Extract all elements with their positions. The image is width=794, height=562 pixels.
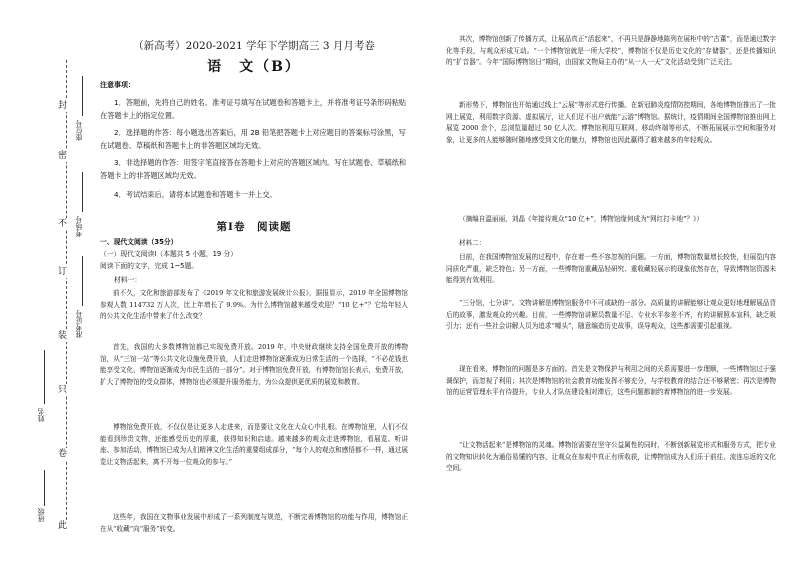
subsection-heading: （一）现代文阅读Ⅰ（本题共 5 小题，19 分） [100,250,238,258]
instruction-text: 阅读下面的文字，完成 1~5题。 [100,262,199,270]
body-paragraph: 目前，在我国博物馆发展的过程中，存在着一些不容忽视的问题。一方面，博物馆数量增长较快，但展览内容同质化严重，缺乏特色；另一方面，一些博物馆重藏品轻研究、重收藏轻展示的现象依然存在，导致博物馆资源未能得到有效利用。 [446,253,776,285]
notice-item: 1．答题前，先将自己的姓名、准考证号填写在试题卷和答题卡上，并将准考证号条形码粘贴在答题卡上的指定位置。 [100,98,407,120]
body-paragraph: 这些年，我国在文物事业发展中形成了一系列制度与规范，不断完善博物馆的功能与作用，博物馆正在从“收藏”向“服务”转变。 [100,513,408,533]
notice-item: 4．考试结束后，请将本试题卷和答题卡一并上交。 [114,190,277,199]
field-examno-line [82,256,83,306]
source-citation: （摘编自温丽丽，刘晶《年接待观众“10 亿+”，博物馆缘何成为“网红打卡地”？》） [459,215,703,223]
binding-char: 此 [58,521,68,531]
material-label: 材料一： [114,276,142,284]
part-title: 第Ⅰ卷 阅读题 [216,221,292,233]
material-label: 材料二： [459,239,486,247]
body-paragraph: 前不久，文化和旅游部发布了《2019 年文化和旅游发展统计公报》，据报显示，2019 年全国博物馆参观人数 114732 万人次，比上年增长了 9.9%。为什么博物馆越来越受欢迎？“10 亿+”？它给年轻人的公共文化生活中带来了什么改变？ [100,289,408,321]
notice-heading: 注意事项： [100,81,135,89]
binding-margin [0,0,92,562]
field-class-label: 班级 [37,508,45,522]
field-examno-label: 准考证号 [75,310,83,338]
body-paragraph: “让文物活起来”是博物馆的灵魂。博物馆需要在坚守公益属性的同时，不断创新展览形式和服务方式，把专业的文物知识转化为通俗易懂的内容，让观众在参观中真正有所收获，让博物馆成为人们乐于前往、流连忘返的文化空间。 [446,441,776,473]
section-heading: 一、现代文阅读（35分） [100,238,178,246]
field-name-label: 姓名 [37,408,45,422]
binding-char: 订 [58,267,68,277]
binding-char: 卷 [58,449,68,459]
field-seat-label: 座位号 [75,120,83,141]
body-paragraph: 现在看来，博物馆的问题是多方面的。首先是文物保护与利用之间的关系需要进一步理顺，一些博物馆过于强调保护，而忽视了利用；其次是博物馆的社会教育功能发挥不够充分，与学校教育的结合还不够紧密；再次是博物馆的运营管理水平有待提升，专业人才队伍建设相对滞后，这些问题都制约着博物馆的进一步发展。 [446,365,776,397]
exam-title: （新高考）2020-2021 学年下学期高三 3 月月考卷 [133,40,375,52]
field-room-line [82,172,83,212]
field-class-line [44,470,45,506]
binding-char: 装 [58,331,68,341]
binding-char: 只 [58,385,68,395]
body-paragraph: “三分馆，七分讲”。文物讲解是博物馆服务中不可或缺的一部分。高质量的讲解能够让观众更好地理解展品背后的故事，激发观众的兴趣。目前，一些博物馆讲解员数量不足、专业水平参差不齐，有的讲解照本宣科，缺乏吸引力；还有一些社会讲解人员为追求“噱头”，随意编造历史故事，误导观众，这些都需要引起重视。 [446,299,776,331]
field-seat-line [82,76,83,116]
body-paragraph: 博物馆免费开放，不仅仅是让更多人走进来，而是要让文化在大众心中扎根。在博物馆里，人们不仅能看到珍贵文物，还能感受历史的厚重，获得知识和启迪。越来越多的观众走进博物馆，看展览、听讲座、参加活动，博物馆已成为人们精神文化生活的重要组成部分，“每个人的观点和感悟都不一样，通过展览让文物活起来，离不开每一位观众的参与。” [100,423,408,466]
field-room-label: 考场号 [75,216,83,237]
binding-char: 封 [58,101,68,111]
notice-item: 2．选择题的作答：每小题选出答案后，用 2B 铅笔把答题卡上对应题目的答案标号涂黑，写在试题卷、草稿纸和答题卡上的非答题区域均无效。 [100,128,406,150]
subject-title: 语 文（B） [207,59,301,75]
binding-char: 不 [58,219,68,229]
binding-char: 密 [58,151,68,161]
notice-item: 3．非选择题的作答：用签字笔直接答在答题卡上对应的答题区域内。写在试题卷、草稿纸和答题卡上的非答题区域均无效。 [100,158,407,180]
body-paragraph: 其次，博物馆创新了传播方式，让展品真正“活起来”，不再只是静静地陈列在展柜中的“古董”，而是通过数字化等手段，与观众形成互动。“一个博物馆就是一所大学校”，博物馆不仅是历史文化的“存储器”，还是传播知识的“扩音器”。今年“国际博物馆日”期间，由国家文物局主办的“从一人一天”文化活动受到广泛关注。 [446,35,776,67]
body-paragraph: 新形势下，博物馆也开始通过线上“云展”等形式进行传播。在新冠肺炎疫情防控期间，各地博物馆推出了一批网上展览，利用数字资源、虚拟展厅，让人们足不出户就能“云游”博物馆。据统计，疫情期间全国博物馆推出网上展览 2000 余个，总浏览量超过 50 亿人次。博物馆利用互联网、移动终端等形式，不断拓展展示空间和服务对象，让更多的人能够随时随地感受到文化的魅力，博物馆也因此赢得了越来越多的年轻观众。 [446,101,776,144]
field-name-line [44,350,45,404]
body-paragraph: 首先，我国的大多数博物馆都已实现免费开放。2019 年，中央财政继续支持全国免费开放的博物馆，从“三馆一站”等公共文化设施免费开放，人们走进博物馆逐渐成为日常生活的一个选择，“不必花钱也能享受文化，博物馆逐渐成为市民生活的一部分”。对于博物馆免费开放，有博物馆馆长表示，免费开放，扩大了博物馆的受众群体，博物馆也必须提升服务能力，为公众提供更优质的展览和教育。 [100,343,408,386]
